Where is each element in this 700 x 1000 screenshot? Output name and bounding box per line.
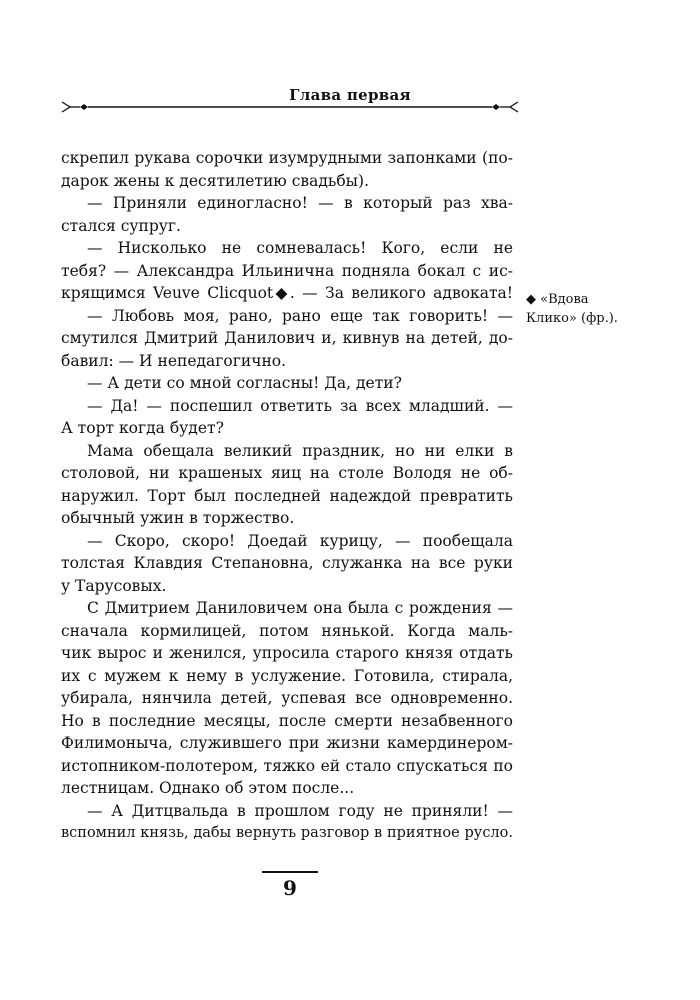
body-line: смутился Дмитрий Данилович и, кивнув на детей, до- bbox=[61, 329, 513, 347]
body-line: А торт когда будет? bbox=[61, 419, 224, 437]
body-line: обычный ужин в торжество. bbox=[61, 509, 295, 527]
body-line: скрепил рукава сорочки изумрудными запонками (по- bbox=[61, 149, 513, 167]
body-line: — Нисколько не сомневалась! Кого, если не bbox=[87, 239, 513, 257]
body-line: — Приняли единогласно! — в который раз хва- bbox=[87, 194, 513, 212]
footnote bbox=[526, 290, 646, 328]
header-ornament-rule bbox=[60, 100, 520, 114]
body-line: истопником-полотером, тяжко ей стало спускаться по bbox=[61, 756, 513, 775]
body-line: наружил. Торт был последней надеждой превратить bbox=[61, 486, 513, 505]
body-line: — Скоро, скоро! Доедай курицу, — пообещала bbox=[87, 531, 513, 550]
body-line: убирала, нянчила детей, успевая все одновременно. bbox=[61, 689, 513, 707]
body-line: С Дмитрием Даниловичем она была с рождения — bbox=[87, 599, 513, 617]
body-line: дарок жены к десятилетию свадьбы). bbox=[61, 171, 369, 190]
body-line: — Любовь моя, рано, рано еще так говорить! — bbox=[87, 306, 513, 325]
body-line: столовой, ни крашеных яиц на столе Володя не об- bbox=[61, 464, 513, 482]
body-line: — А Дитцвальда в прошлом году не приняли! — bbox=[87, 801, 513, 820]
body-line: — А дети со мной согласны! Да, дети? bbox=[87, 374, 402, 392]
body-line: сначала кормилицей, потом нянькой. Когда маль- bbox=[61, 621, 513, 640]
body-line: стался супруг. bbox=[61, 216, 181, 235]
page-number: 9 bbox=[283, 876, 297, 900]
body-line: Но в последние месяцы, после смерти незабвенного bbox=[61, 711, 513, 730]
body-line: чик вырос и женился, упросила старого князя отдать bbox=[61, 644, 513, 662]
body-line: Мама обещала великий праздник, но ни елки в bbox=[87, 441, 513, 460]
body-line: их с мужем к нему в услужение. Готовила, стирала, bbox=[61, 666, 513, 685]
footnote-line: Клико» (фр.). bbox=[526, 311, 618, 326]
chapter-title: Глава первая bbox=[289, 86, 411, 104]
body-line: бавил: — И непедагогично. bbox=[61, 351, 287, 370]
body-line: лестницам. Однако об этом после... bbox=[61, 779, 355, 797]
body-line: тебя? — Александра Ильинична подняла бокал с ис- bbox=[61, 261, 513, 280]
body-text bbox=[61, 147, 513, 845]
body-line: у Тарусовых. bbox=[61, 576, 167, 595]
body-line: вспомнил князь, дабы вернуть разговор в приятное русло. bbox=[61, 825, 513, 841]
footer-rule bbox=[262, 871, 318, 873]
body-line: — Да! — поспешил ответить за всех младший. — bbox=[87, 396, 513, 415]
body-line: толстая Клавдия Степановна, служанка на все руки bbox=[61, 554, 513, 572]
footnote-line: ◆ «Вдова bbox=[526, 292, 589, 307]
body-line: Филимоныча, служившего при жизни камердинером- bbox=[61, 734, 513, 752]
body-line: крящимся Veuve Clicquot◆. — За великого адвоката! bbox=[61, 284, 513, 302]
